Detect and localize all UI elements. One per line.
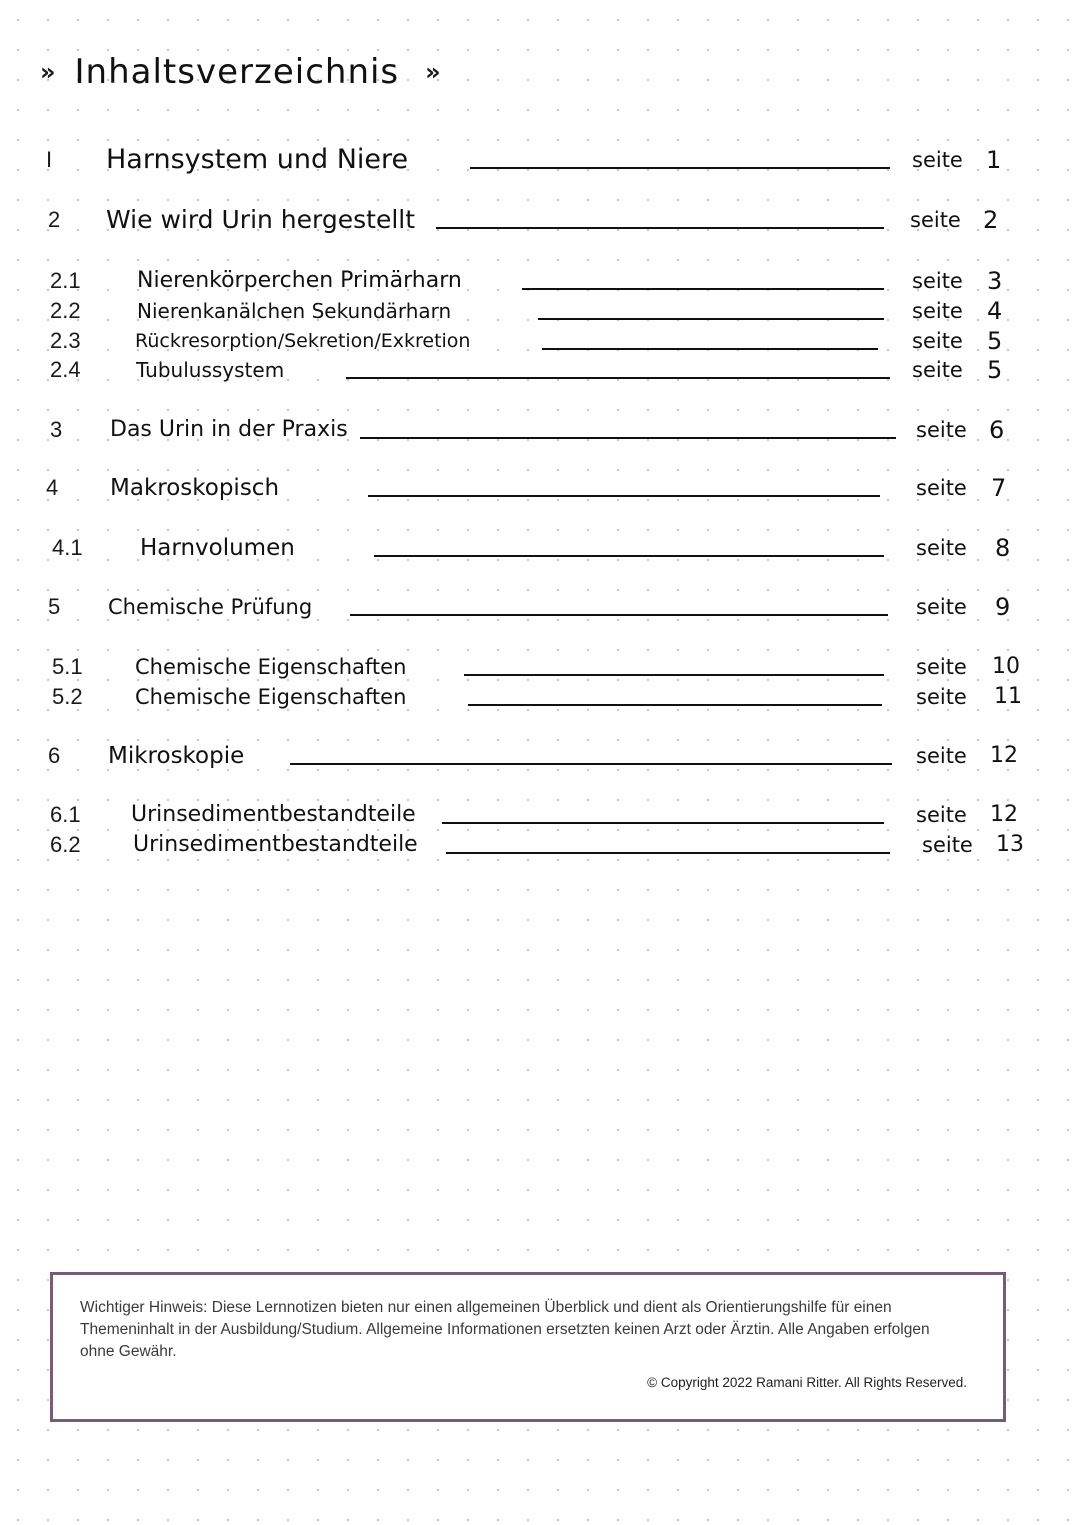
page-number: 4 <box>987 297 1003 325</box>
toc-label: Rückresorption/Sekretion/Exkretion <box>135 330 471 352</box>
toc-number: 2.3 <box>50 328 81 353</box>
toc-entry[interactable] <box>0 415 1080 445</box>
seite-label: seite <box>910 208 961 232</box>
toc-label: Urinsedimentbestandteile <box>133 832 418 857</box>
leader-line <box>290 763 892 765</box>
seite-label: seite <box>916 418 967 442</box>
toc-number: 5 <box>48 594 61 619</box>
toc-entry[interactable] <box>0 533 1080 563</box>
toc-entry[interactable] <box>0 326 1080 356</box>
seite-label: seite <box>916 655 967 679</box>
disclaimer-text: Wichtiger Hinweis: Diese Lernnotizen bieten nur einen allgemeinen Überblick und dient als Orientierungshilfe für einen Themeninhalt in der Ausbildung/Studium. Allgemeine Informationen ersetzten keinen Arzt oder Ärztin. Alle Angaben erfolgen ohne Gewähr. <box>80 1299 930 1360</box>
toc-label: Das Urin in der Praxis <box>110 417 348 442</box>
seite-label: seite <box>916 536 967 560</box>
leader-line <box>538 318 884 320</box>
leader-line <box>464 674 884 676</box>
toc-label: Tubulussystem <box>136 358 285 382</box>
page-number: 3 <box>987 267 1003 295</box>
toc-entry[interactable] <box>0 592 1080 622</box>
leader-line <box>350 614 888 616</box>
toc-number: 6.2 <box>50 832 81 857</box>
toc-number: 4.1 <box>52 535 83 560</box>
seite-label: seite <box>916 685 967 709</box>
toc-entry[interactable] <box>0 473 1080 503</box>
toc-entry[interactable] <box>0 266 1080 296</box>
toc-entry[interactable] <box>0 145 1080 175</box>
page-number: 9 <box>995 593 1011 621</box>
toc-label: Mikroskopie <box>108 743 245 769</box>
toc-entry[interactable] <box>0 682 1080 712</box>
page-number: 5 <box>987 327 1003 355</box>
toc-entry[interactable] <box>0 652 1080 682</box>
page-number: 7 <box>991 474 1007 502</box>
seite-label: seite <box>916 803 967 827</box>
leader-line <box>468 704 882 706</box>
leader-line <box>442 822 884 824</box>
toc-label: Harnsystem und Niere <box>106 144 409 175</box>
toc-label: Urinsedimentbestandteile <box>131 802 416 827</box>
toc-number: 5.1 <box>52 654 83 679</box>
page-number: 8 <box>995 534 1011 562</box>
toc-label: Chemische Eigenschaften <box>135 655 407 679</box>
toc-label: Nierenkanälchen Sekundärharn <box>137 299 452 323</box>
page-number: 12 <box>990 802 1018 827</box>
toc-label: Harnvolumen <box>140 535 295 561</box>
leader-line <box>436 227 884 229</box>
toc-label: Nierenkörperchen Primärharn <box>137 268 462 293</box>
page-number: 1 <box>986 146 1002 174</box>
toc-entry[interactable] <box>0 830 1080 860</box>
leader-line <box>346 377 890 379</box>
seite-label: seite <box>912 329 963 353</box>
toc-number: 3 <box>50 417 63 442</box>
leader-line <box>446 852 890 854</box>
toc-number: 2.4 <box>50 357 81 382</box>
toc-number: 5.2 <box>52 684 83 709</box>
leader-line <box>360 437 896 439</box>
page-header <box>40 42 436 102</box>
toc-number: 2.1 <box>50 268 81 293</box>
disclaimer-box <box>50 1272 1006 1422</box>
toc-label: Chemische Eigenschaften <box>135 685 407 709</box>
seite-label: seite <box>912 269 963 293</box>
toc-label: Wie wird Urin hergestellt <box>106 205 416 234</box>
toc-entry[interactable] <box>0 741 1080 771</box>
toc-entry[interactable] <box>0 205 1080 235</box>
leader-line <box>368 495 880 497</box>
leader-line <box>542 348 878 350</box>
seite-label: seite <box>916 476 967 500</box>
toc-number: 2.2 <box>50 298 81 323</box>
page-number: 2 <box>983 206 999 234</box>
leader-line <box>374 555 884 557</box>
seite-label: seite <box>916 595 967 619</box>
page-number: 6 <box>989 416 1005 444</box>
toc-entry[interactable] <box>0 296 1080 326</box>
toc-number: 4 <box>46 475 59 500</box>
double-chevron-right-icon: » <box>40 58 51 86</box>
page-title: Inhaltsverzeichnis <box>74 52 400 92</box>
toc-label: Chemische Prüfung <box>108 595 313 619</box>
seite-label: seite <box>912 148 963 172</box>
seite-label: seite <box>922 833 973 857</box>
page-number: 12 <box>990 743 1018 768</box>
toc-number: 6 <box>48 743 61 768</box>
page-number: 13 <box>996 832 1024 857</box>
toc-number: 6.1 <box>50 802 81 827</box>
toc-number: 2 <box>48 207 61 232</box>
double-chevron-right-icon: » <box>425 58 436 86</box>
copyright-notice: © Copyright 2022 Ramani Ritter. All Rights Reserved. <box>647 1375 967 1390</box>
leader-line <box>522 288 884 290</box>
seite-label: seite <box>916 744 967 768</box>
toc-number: I <box>46 147 53 172</box>
page-number: 5 <box>987 356 1003 384</box>
seite-label: seite <box>912 358 963 382</box>
page-number: 10 <box>992 654 1020 679</box>
toc-label: Makroskopisch <box>110 475 280 501</box>
page-number: 11 <box>994 684 1022 709</box>
leader-line <box>470 167 890 169</box>
toc-entry[interactable] <box>0 355 1080 385</box>
toc-entry[interactable] <box>0 800 1080 830</box>
seite-label: seite <box>912 299 963 323</box>
